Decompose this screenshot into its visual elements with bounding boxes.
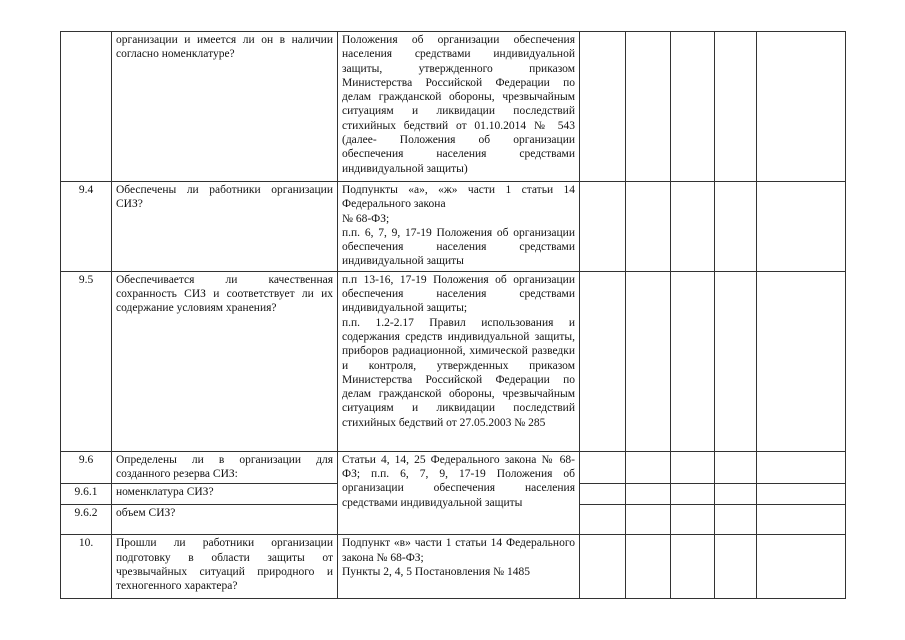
row-number: 9.6.1: [61, 484, 112, 505]
answer-na-cell: [671, 484, 715, 505]
row-number: 9.4: [61, 182, 112, 272]
legal-basis-line: Подпункты «а», «ж» части 1 статьи 14 Федерального закона: [342, 184, 575, 211]
answer-yes-cell: [580, 484, 626, 505]
question-text: организации и имеется ли он в наличии согласно номенклатуре?: [112, 32, 338, 182]
table-row: [61, 271, 846, 451]
legal-basis-text: Положения об организации обеспечения населения средствами индивидуальной защиты, утвержденного приказом Министерства Российской Федерации по делам гражданской обороны, чрезвычайным ситуациям и ликвидации последствий стихийных бедствий от 01.10.2014 № 543 (далее- Положения об организации обеспечения населения средствами индивидуальной защиты): [338, 32, 580, 182]
question-text: Прошли ли работники организации подготовку в области защиты от чрезвычайных ситуаций природного и техногенного характера?: [112, 535, 338, 599]
legal-basis-line: п.п. 1.2-2.17 Правил использования и содержания средств индивидуальной защиты, приборов радиационной, химической разведки и контроля, утвержденных приказом Министерства Российской Федерации по делам гражданской обороны, чрезвычайным ситуациям и ликвидации последствий стихийных бедствий от 27.05.2003 № 285: [342, 316, 575, 429]
note-cell: [757, 535, 846, 599]
answer-na-cell: [671, 271, 715, 451]
row-number: 9.6: [61, 451, 112, 484]
legal-basis-text: Статьи 4, 14, 25 Федерального закона № 68-ФЗ; п.п. 6, 7, 9, 17-19 Положения об организации обеспечения населения средствами индивидуальной защиты: [338, 451, 580, 535]
row-number: 9.6.2: [61, 505, 112, 535]
answer-no-cell: [626, 484, 671, 505]
answer-extra-cell: [715, 271, 757, 451]
question-text: Обеспечивается ли качественная сохранность СИЗ и соответствует ли их содержание условиям хранения?: [112, 271, 338, 451]
answer-yes-cell: [580, 535, 626, 599]
legal-basis-text: [338, 535, 580, 599]
legal-basis-line: п.п. 6, 7, 9, 17-19 Положения об организации обеспечения населения средствами индивидуальной защиты: [342, 226, 575, 268]
note-cell: [757, 182, 846, 272]
note-cell: [757, 32, 846, 182]
question-text: Обеспечены ли работники организации СИЗ?: [112, 182, 338, 272]
answer-na-cell: [671, 182, 715, 272]
legal-basis-line: Подпункт «в» части 1 статьи 14 Федерального закона № 68-ФЗ;: [342, 537, 575, 564]
answer-extra-cell: [715, 451, 757, 484]
note-cell: [757, 271, 846, 451]
answer-extra-cell: [715, 182, 757, 272]
table-row: [61, 182, 846, 272]
answer-extra-cell: [715, 32, 757, 182]
table-row: [61, 32, 846, 182]
answer-yes-cell: [580, 271, 626, 451]
question-text: номенклатура СИЗ?: [112, 484, 338, 505]
question-text: объем СИЗ?: [112, 505, 338, 535]
legal-basis-line: Пункты 2, 4, 5 Постановления № 1485: [342, 565, 530, 578]
answer-na-cell: [671, 505, 715, 535]
note-cell: [757, 484, 846, 505]
answer-yes-cell: [580, 505, 626, 535]
answer-no-cell: [626, 182, 671, 272]
checklist-table: [60, 31, 846, 599]
answer-no-cell: [626, 505, 671, 535]
answer-yes-cell: [580, 451, 626, 484]
answer-no-cell: [626, 451, 671, 484]
answer-yes-cell: [580, 182, 626, 272]
answer-extra-cell: [715, 535, 757, 599]
answer-na-cell: [671, 451, 715, 484]
answer-yes-cell: [580, 32, 626, 182]
answer-no-cell: [626, 32, 671, 182]
legal-basis-line: № 68-ФЗ;: [342, 212, 390, 225]
answer-na-cell: [671, 32, 715, 182]
table-row: [61, 451, 846, 484]
row-number: [61, 32, 112, 182]
legal-basis-text: [338, 271, 580, 451]
row-number: 9.5: [61, 271, 112, 451]
legal-basis-text: [338, 182, 580, 272]
answer-extra-cell: [715, 505, 757, 535]
answer-na-cell: [671, 535, 715, 599]
answer-no-cell: [626, 271, 671, 451]
note-cell: [757, 505, 846, 535]
table-row: [61, 535, 846, 599]
legal-basis-line: п.п 13-16, 17-19 Положения об организации обеспечения населения средствами индивидуальной защиты;: [342, 273, 575, 315]
answer-extra-cell: [715, 484, 757, 505]
question-text: Определены ли в организации для созданного резерва СИЗ:: [112, 451, 338, 484]
row-number: 10.: [61, 535, 112, 599]
note-cell: [757, 451, 846, 484]
answer-no-cell: [626, 535, 671, 599]
